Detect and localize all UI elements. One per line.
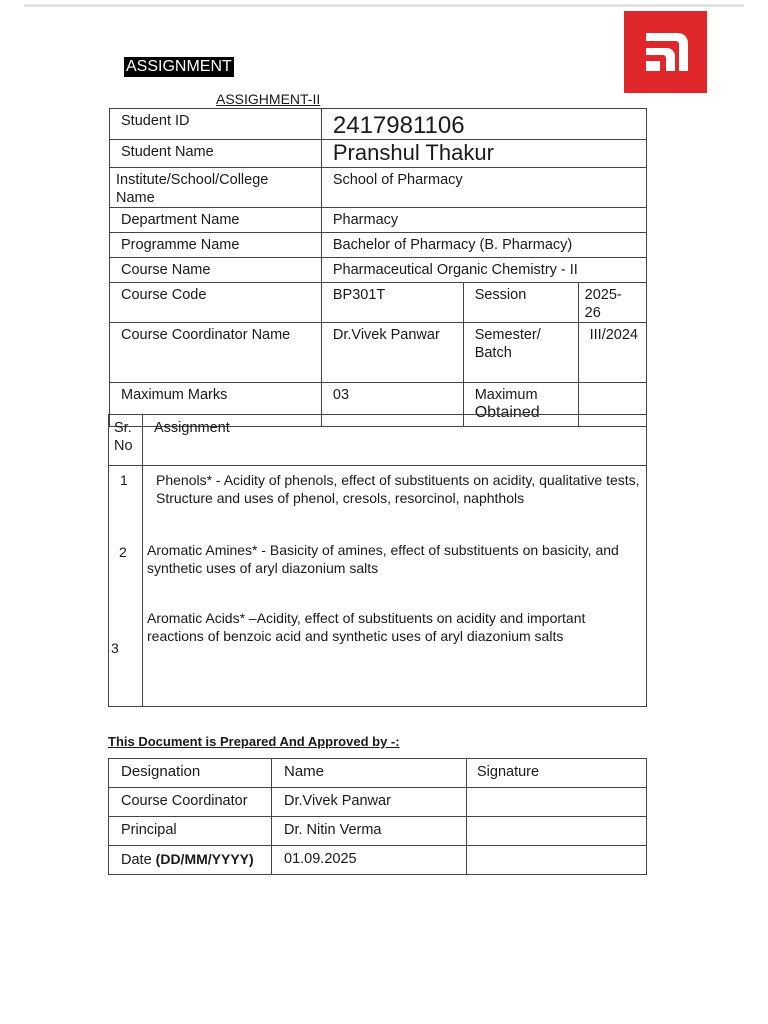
page-top-border bbox=[24, 4, 744, 7]
course-name-label: Course Name bbox=[110, 258, 322, 283]
approval-name: Dr. Nitin Verma bbox=[272, 817, 467, 846]
semester-value: III/2024 bbox=[578, 323, 646, 383]
session-value: 2025-26 bbox=[578, 283, 646, 323]
approval-signature bbox=[467, 817, 647, 846]
max-marks-label: Maximum Marks bbox=[110, 383, 322, 427]
programme-value: Bachelor of Pharmacy (B. Pharmacy) bbox=[321, 233, 646, 258]
course-name-value: Pharmaceutical Organic Chemistry - II bbox=[321, 258, 646, 283]
assignment-badge: ASSIGNMENT bbox=[126, 58, 232, 75]
approval-heading: This Document is Prepared And Approved by -: bbox=[108, 734, 400, 749]
student-info-table bbox=[109, 108, 647, 427]
department-label: Department Name bbox=[110, 208, 322, 233]
approval-signature bbox=[467, 788, 647, 817]
srno-header: Sr. No bbox=[109, 415, 143, 466]
approval-name: Dr.Vivek Panwar bbox=[272, 788, 467, 817]
student-id-value: 2417981106 bbox=[332, 112, 465, 139]
maximum-label: Maximum bbox=[474, 387, 538, 403]
student-name-value: Pranshul Thakur bbox=[332, 140, 494, 165]
approval-signature bbox=[467, 846, 647, 875]
institute-label: Institute/School/College Name bbox=[110, 168, 322, 208]
assignment-item-text: Aromatic Amines* - Basicity of amines, effect of substituents on basicity, and synthetic uses of aryl diazonium salts bbox=[147, 542, 619, 576]
course-code-value: BP301T bbox=[321, 283, 463, 323]
student-id-label: Student ID bbox=[110, 109, 322, 140]
assignment-item-number: 2 bbox=[119, 544, 127, 560]
approval-designation: Principal bbox=[109, 817, 272, 846]
course-code-label: Course Code bbox=[110, 283, 322, 323]
approval-name: 01.09.2025 bbox=[272, 846, 467, 875]
assignment-item-text: Phenols* - Acidity of phenols, effect of substituents on acidity, qualitative tests, Structure and uses of phenol, cresols, resorcinol, naphthols bbox=[156, 472, 640, 506]
name-header: Name bbox=[272, 759, 467, 788]
brand-logo-icon bbox=[624, 11, 707, 93]
coordinator-value: Dr.Vivek Panwar bbox=[321, 323, 463, 383]
programme-label: Programme Name bbox=[110, 233, 322, 258]
department-value: Pharmacy bbox=[321, 208, 646, 233]
approval-table bbox=[108, 758, 647, 875]
assignment-item-text: Aromatic Acids* –Acidity, effect of substituents on acidity and important reactions of benzoic acid and synthetic uses of aryl diazonium salts bbox=[147, 610, 586, 644]
assignment-subtitle: ASSIGHMENT-II bbox=[216, 91, 321, 107]
assignment-item-number: 1 bbox=[120, 472, 128, 488]
session-label: Session bbox=[463, 283, 578, 323]
institute-value: School of Pharmacy bbox=[321, 168, 646, 208]
student-name-label: Student Name bbox=[110, 140, 322, 168]
assignment-item-number: 3 bbox=[111, 640, 119, 656]
approval-designation: Course Coordinator bbox=[109, 788, 272, 817]
approval-designation: Date bbox=[121, 852, 152, 868]
signature-header: Signature bbox=[467, 759, 647, 788]
coordinator-label: Course Coordinator Name bbox=[110, 323, 322, 383]
semester-label: Semester/ Batch bbox=[463, 323, 578, 383]
designation-header: Designation bbox=[109, 759, 272, 788]
date-format-hint: (DD/MM/YYYY) bbox=[155, 851, 254, 867]
max-marks-value: 03 bbox=[321, 383, 463, 427]
obtained-label: Obtained bbox=[474, 404, 540, 421]
assignment-header: Assignment bbox=[143, 415, 647, 466]
